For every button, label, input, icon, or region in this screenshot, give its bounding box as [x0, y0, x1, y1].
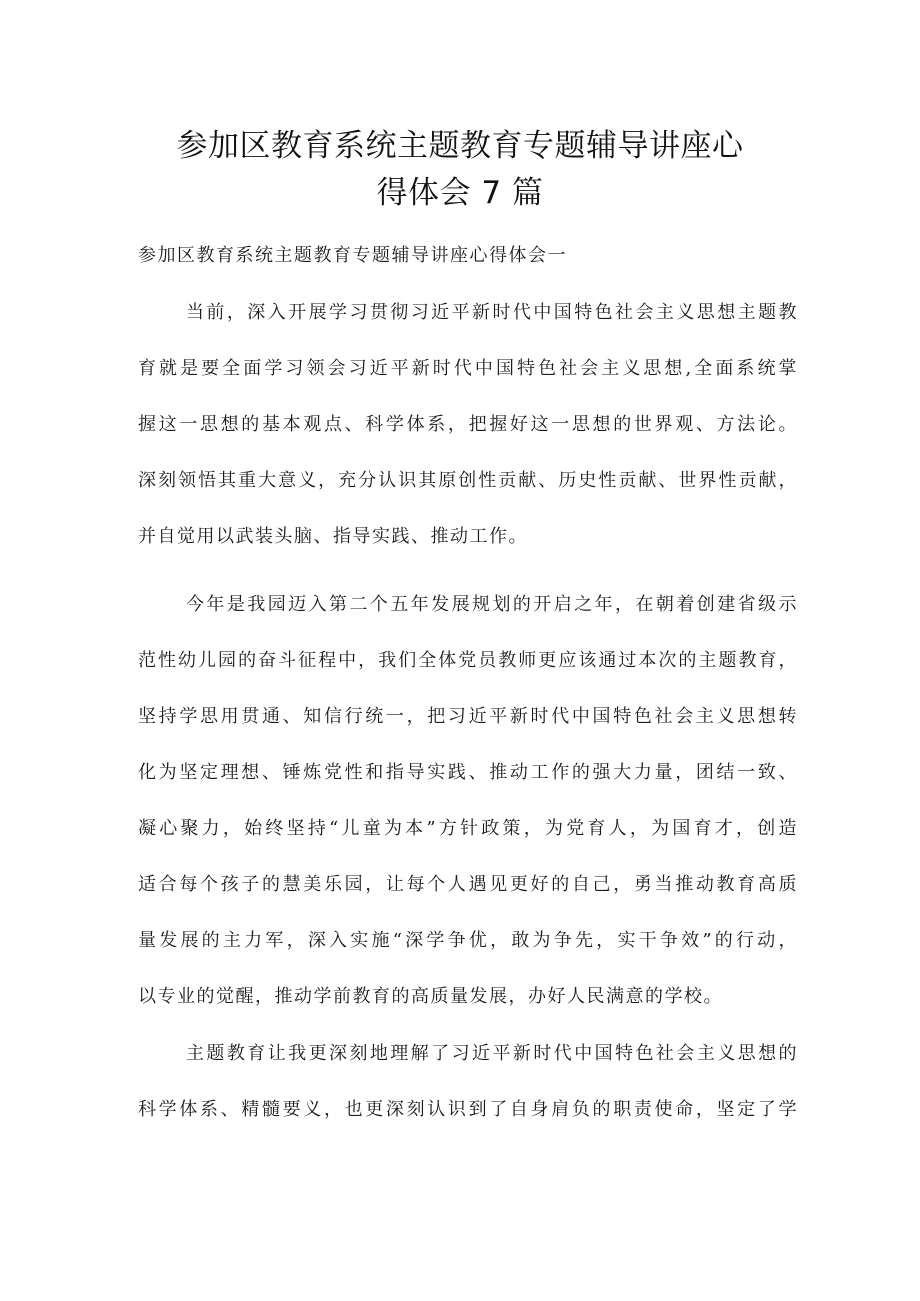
paragraph-line: 凝心聚力，始终坚持“儿童为本”方针政策，为党育人，为国育才，创造 — [138, 818, 798, 839]
paragraph-line: 适合每个孩子的慧美乐园，让每个人遇见更好的自己，勇当推动教育高质 — [138, 874, 798, 895]
paragraph-line: 以专业的觉醒，推动学前教育的高质量发展，办好人民满意的学校。 — [138, 986, 723, 1007]
section-heading: 参加区教育系统主题教育专题辅导讲座心得体会一 — [138, 245, 567, 266]
paragraph-3 — [138, 1041, 798, 1153]
paragraph-line: 坚持学思用贯通、知信行统一，把习近平新时代中国特色社会主义思想转 — [138, 706, 798, 727]
paragraph-line: 量发展的主力军，深入实施“深学争优，敢为争先，实干争效”的行动， — [138, 930, 798, 951]
paragraph-line: 今年是我园迈入第二个五年发展规划的开启之年，在朝着创建省级示 — [186, 594, 798, 615]
document-title-line-2: 得体会 7 篇 — [376, 175, 544, 211]
paragraph-line: 并自觉用以武装头脑、指导实践、推动工作。 — [138, 526, 528, 547]
paragraph-line: 深刻领悟其重大意义，充分认识其原创性贡献、历史性贡献、世界性贡献， — [138, 470, 798, 491]
paragraph-1 — [138, 300, 798, 580]
paragraph-line: 主题教育让我更深刻地理解了习近平新时代中国特色社会主义思想的 — [186, 1043, 798, 1064]
paragraph-line: 科学体系、精髓要义，也更深刻认识到了自身肩负的职责使命，坚定了学 — [138, 1099, 798, 1120]
paragraph-line: 当前，深入开展学习贯彻习近平新时代中国特色社会主义思想主题教 — [186, 302, 798, 323]
document-title-line-1: 参加区教育系统主题教育专题辅导讲座心 — [176, 128, 744, 164]
paragraph-line: 范性幼儿园的奋斗征程中，我们全体党员教师更应该通过本次的主题教育， — [138, 650, 798, 671]
paragraph-line: 育就是要全面学习领会习近平新时代中国特色社会主义思想,全面系统掌 — [138, 358, 798, 379]
paragraph-2 — [138, 592, 798, 1040]
paragraph-line: 化为坚定理想、锤炼党性和指导实践、推动工作的强大力量，团结一致、 — [138, 762, 798, 783]
paragraph-line: 握这一思想的基本观点、科学体系，把握好这一思想的世界观、方法论。 — [138, 414, 798, 435]
